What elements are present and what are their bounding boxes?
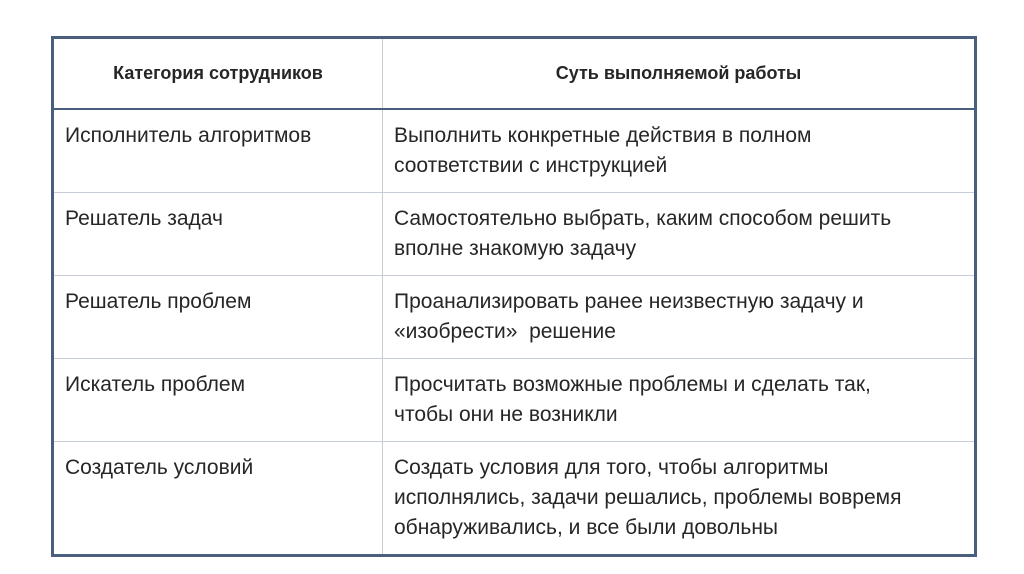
cell-work — [383, 276, 976, 359]
cell-category: Исполнитель алгоритмов — [53, 109, 383, 193]
cell-work — [383, 442, 976, 556]
cell-work — [383, 193, 976, 276]
table-header-row — [53, 38, 976, 110]
work-line: «изобрести» решение — [394, 320, 616, 343]
work-line: чтобы они не возникли — [394, 403, 618, 426]
header-category: Категория сотрудников — [53, 38, 383, 110]
work-line: вполне знакомую задачу — [394, 237, 637, 260]
work-line: Выполнить конкретные действия в полном — [394, 124, 812, 147]
cell-work — [383, 109, 976, 193]
header-work: Суть выполняемой работы — [383, 38, 976, 110]
table-row — [53, 193, 976, 276]
cell-work — [383, 359, 976, 442]
table-row — [53, 276, 976, 359]
table-row — [53, 109, 976, 193]
work-line: Проанализировать ранее неизвестную задачу и — [394, 290, 864, 313]
work-line: Просчитать возможные проблемы и сделать так, — [394, 373, 871, 396]
cell-category: Искатель проблем — [53, 359, 383, 442]
work-line: исполнялись, задачи решались, проблемы вовремя — [394, 486, 902, 509]
cell-category: Решатель проблем — [53, 276, 383, 359]
work-line: обнаруживались, и все были довольны — [394, 516, 779, 539]
work-line: Создать условия для того, чтобы алгоритмы — [394, 456, 829, 479]
employee-categories-table — [51, 36, 977, 557]
cell-category: Создатель условий — [53, 442, 383, 556]
cell-category: Решатель задач — [53, 193, 383, 276]
work-line: соответствии с инструкцией — [394, 154, 668, 177]
table-row — [53, 359, 976, 442]
table-row — [53, 442, 976, 556]
work-line: Самостоятельно выбрать, каким способом решить — [394, 207, 892, 230]
